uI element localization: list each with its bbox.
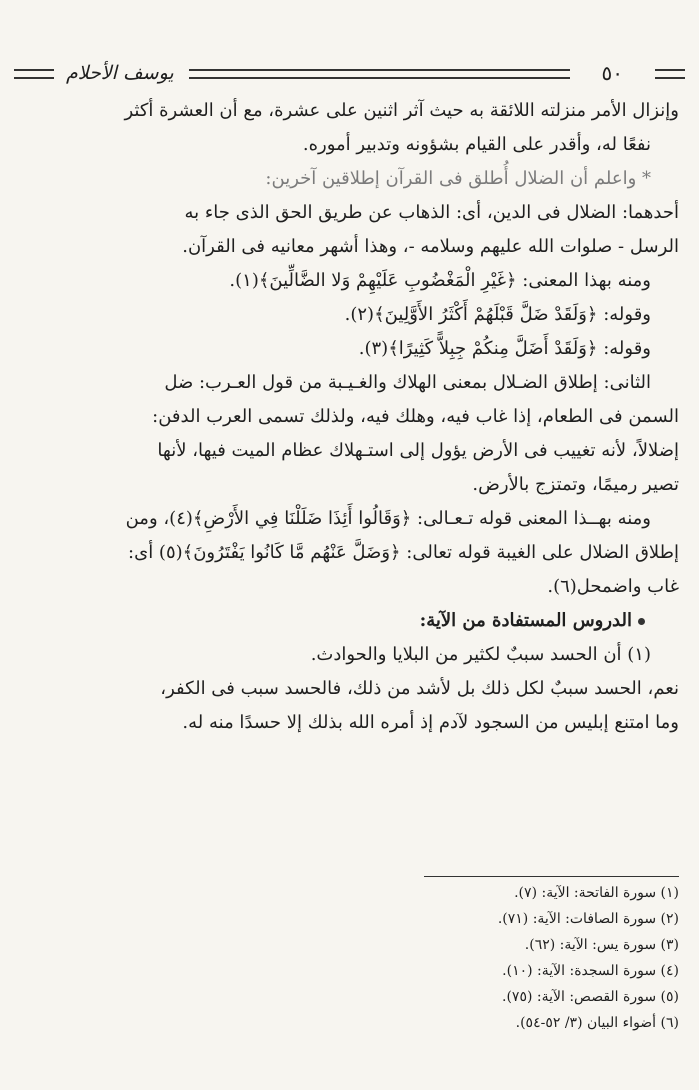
paragraph-line: * واعلم أن الضلال أُطلق فى القرآن إطلاقين آخرين: [265,168,651,189]
page-header [14,58,685,88]
paragraph-line: نفعًا له، وأقدر على القيام بشؤونه وتدبير أموره. [302,134,651,155]
lessons-text [14,638,679,740]
paragraph-line: تصير رميمًا، وتمتزج بالأرض. [472,474,679,495]
paragraph-line: وإنزال الأمر منزلته اللائقة به حيث آثر اثنين على عشرة، مع أن العشرة أكثر [124,100,679,121]
bullet-icon [638,618,645,625]
footnote-item: (٢) سورة الصافات: الآية: (٧١). [497,911,679,927]
page-number: ٥٠ [601,61,623,85]
main-text [14,94,679,604]
footnote-item: (٦) أضواء البيان (٣/ ٥٢-٥٤). [515,1015,679,1031]
paragraph-line: إطلاق الضلال على الغيبة قوله تعالى: ﴿وَضَلَّ عَنْهُم مَّا كَانُوا يَفْتَرُونَ﴾(٥) أى: [128,542,679,563]
paragraph-line: وقوله: ﴿وَلَقَدْ ضَلَّ قَبْلَهُمْ أَكْثَرُ الأَوَّلِينَ﴾(٢). [344,304,651,325]
footnote-item: (٣) سورة يس: الآية: (٦٢). [524,937,679,953]
paragraph-line: ومنه بهذا المعنى: ﴿غَيْرِ الْمَغْضُوبِ عَلَيْهِمْ وَلا الضَّالِّينَ﴾(١). [229,270,651,291]
paragraph-line: الرسل - صلوات الله عليهم وسلامه -، وهذا أشهر معانيه فى القرآن. [182,236,679,257]
paragraph-line: غاب واضمحل(٦). [547,576,679,597]
book-title: يوسف الأحلام [66,62,174,84]
footnote-item: (٥) سورة القصص: الآية: (٧٥). [502,989,679,1005]
footnote-divider [424,876,679,877]
paragraph-line: إضلالاً، لأنه تغييب فى الأرض يؤول إلى استـهلاك عظام الميت فيها، لأنها [157,440,679,461]
paragraph-line: أحدهما: الضلال فى الدين، أى: الذهاب عن طريق الحق الذى جاء به [184,202,679,223]
lesson-line: (١) أن الحسد سببٌ لكثير من البلايا والحوادث. [310,644,651,665]
header-rule-middle [189,69,570,79]
footnote-item: (٤) سورة السجدة: الآية: (١٠). [502,963,679,979]
footnote-item: (١) سورة الفاتحة: الآية: (٧). [514,885,679,901]
footnotes [259,880,679,1036]
page-body [14,94,679,740]
lesson-line: وما امتنع إبليس من السجود لآدم إذ أمره الله بذلك إلا حسدًا منه له. [182,712,679,733]
section-title: الدروس المستفادة من الآية: [14,604,679,638]
paragraph-line: الثانى: إطلاق الضـلال بمعنى الهلاك والغـيـبة من قول العـرب: ضل [164,372,651,393]
lesson-line: نعم، الحسد سببٌ لكل ذلك بل لأشد من ذلك، فالحسد سبب فى الكفر، [160,678,679,699]
header-rule-left [14,69,54,79]
paragraph-line: ومنه بهــذا المعنى قوله تـعـالى: ﴿وَقَالُوا أَئِذَا ضَلَلْنَا فِي الأَرْضِ﴾(٤)، ومن [125,508,651,529]
paragraph-line: السمن فى الطعام، إذا غاب فيه، وهلك فيه، ولذلك تسمى العرب الدفن: [152,406,679,427]
paragraph-line: وقوله: ﴿وَلَقَدْ أَضَلَّ مِنكُمْ جِبِلاًّ كَثِيرًا﴾(٣). [358,338,651,359]
header-rule-right [655,69,685,79]
